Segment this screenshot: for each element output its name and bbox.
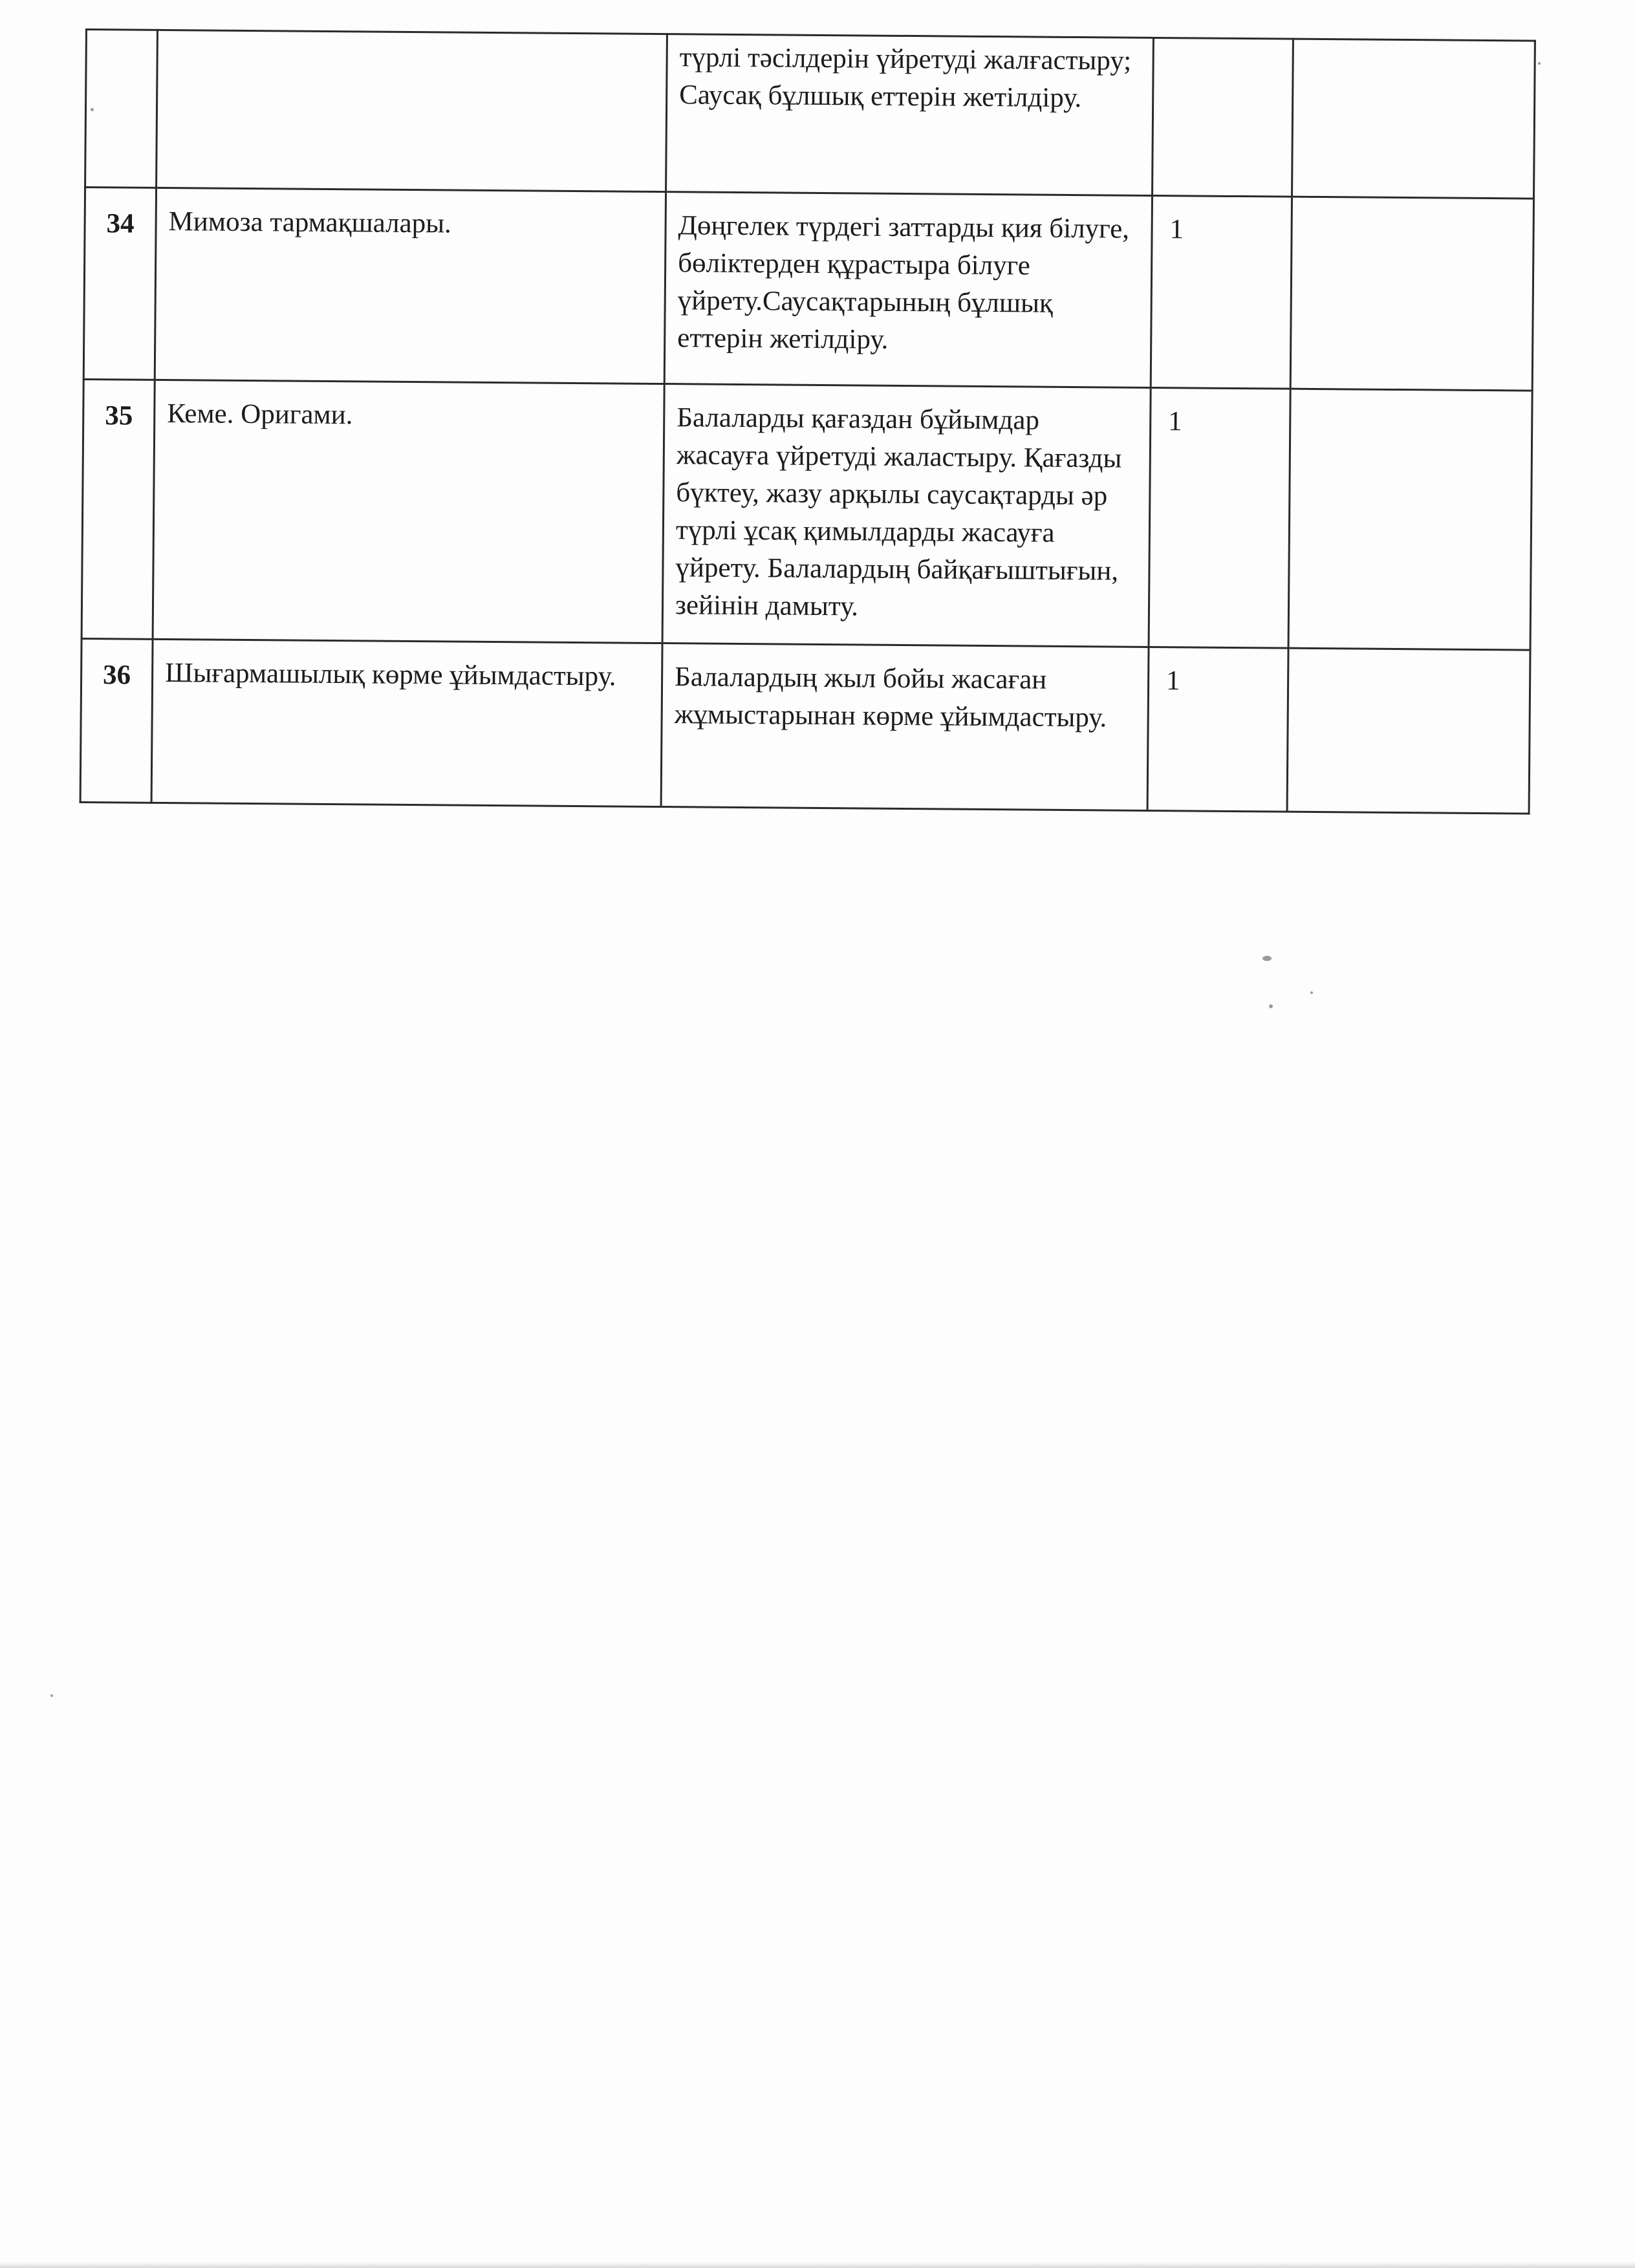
objective-cell: түрлі тәсілдерін үйретуді жалғастыру; Саусақ бұлшық еттерін жетілдіру. [666,34,1154,196]
table-row [83,188,1533,391]
note-cell [1290,197,1533,391]
scan-speck [91,108,94,111]
table-row [81,379,1532,650]
row-number-cell: 36 [80,638,153,803]
scan-speck [1310,991,1313,994]
topic-cell [157,30,667,191]
note-cell [1292,39,1535,199]
topic-cell: Кеме. Оригами. [153,380,664,643]
row-number-cell [85,30,158,188]
topic-cell: Мимоза тармақшалары. [155,188,666,383]
table-row [85,30,1535,199]
objective-cell: Балаларды қағаздан бұйымдар жасауға үйретуді жаластыру. Қағазды бүктеу, жазу арқылы саусақтарды әр түрлі ұсақ қимылдарды жасауға үйрету. Балалардың байқағыштығын, зейінін дамыту. [662,384,1151,647]
hours-cell [1153,38,1294,197]
scan-speck [1269,1004,1273,1008]
hours-cell: 1 [1149,387,1290,648]
scan-bottom-edge [0,2262,1635,2268]
note-cell [1287,648,1530,814]
scan-speck [1262,956,1272,961]
scan-speck [50,1694,53,1697]
table-row [80,638,1530,814]
topic-cell: Шығармашылық көрме ұйымдастыру. [151,639,662,806]
note-cell [1288,389,1532,650]
lesson-plan-table [80,28,1536,815]
row-number-cell: 34 [83,188,156,380]
hours-cell: 1 [1151,195,1292,389]
scan-speck [1538,62,1541,65]
hours-cell: 1 [1147,647,1288,812]
objective-cell: Балалардың жыл бойы жасаған жұмыстарынан көрме ұйымдастыру. [661,643,1149,811]
row-number-cell: 35 [81,379,155,639]
objective-cell: Дөңгелек түрдегі заттарды қия білуге, бөліктерден құрастыра білуге үйрету.Саусақтарының бұлшық еттерін жетілдіру. [664,192,1152,388]
